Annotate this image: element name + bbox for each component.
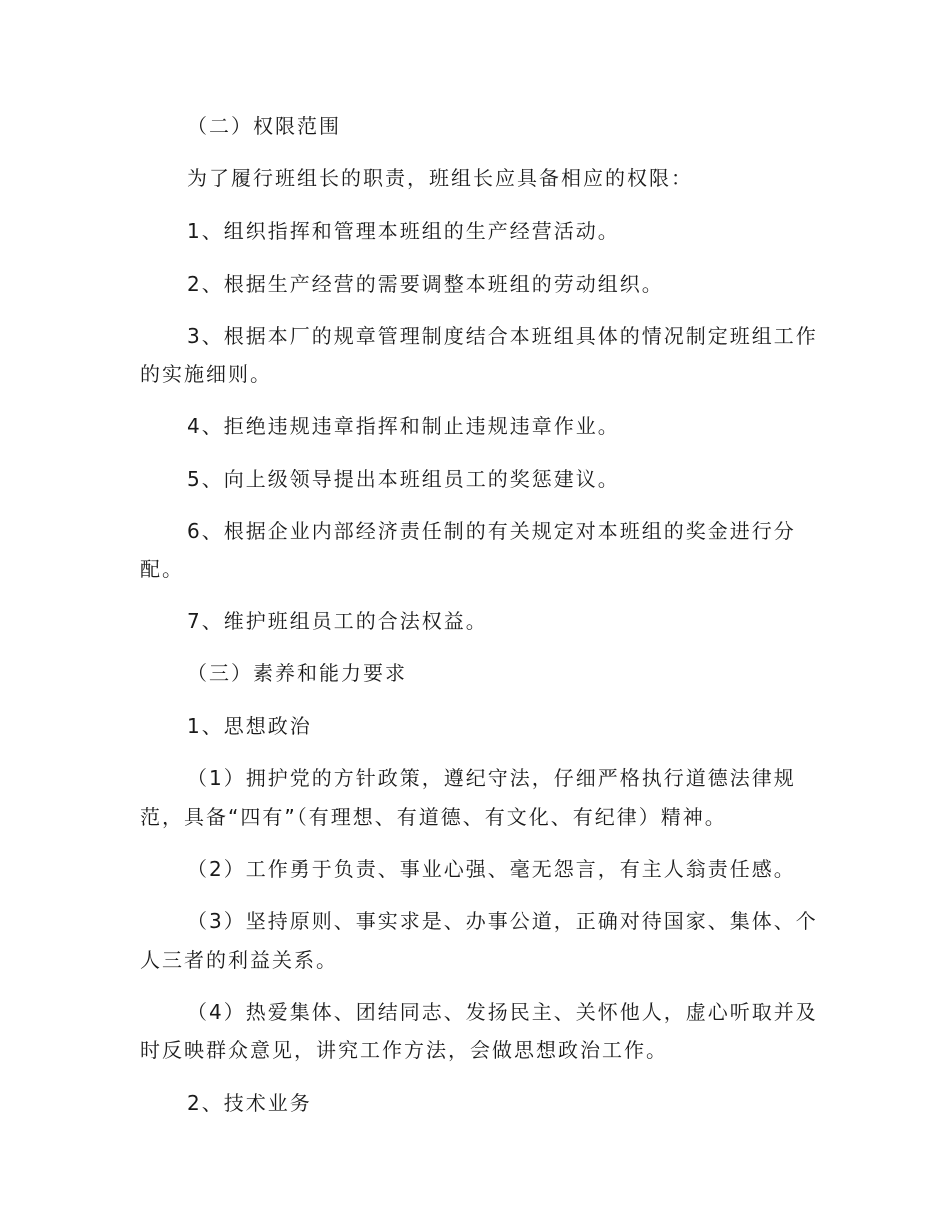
list-item: （4）热爱集体、团结同志、发扬民主、关怀他人，虚心听取并及 [187,1000,818,1024]
subsection-heading: 2、技术业务 [187,1091,312,1115]
list-item: 3、根据本厂的规章管理制度结合本班组具体的情况制定班组工作 [187,324,818,348]
list-item-continuation: 范，具备“四有”（有理想、有道德、有文化、有纪律）精神。 [140,805,727,829]
section-heading-permissions: （二）权限范围 [187,114,341,138]
subsection-heading: 1、思想政治 [187,714,312,738]
list-item: 1、组织指挥和管理本班组的生产经营活动。 [187,219,620,243]
list-item: 7、维护班组员工的合法权益。 [187,609,488,633]
section-heading-competence: （三）素养和能力要求 [187,661,407,685]
list-item-continuation: 人三者的利益关系。 [140,948,338,972]
list-item-continuation: 的实施细则。 [140,362,272,386]
list-item: （2）工作勇于负责、事业心强、毫无怨言，有主人翁责任感。 [187,857,796,881]
paragraph-line: 为了履行班组长的职责，班组长应具备相应的权限： [187,166,693,190]
list-item: 4、拒绝违规违章指挥和制止违规违章作业。 [187,414,620,438]
list-item-continuation: 时反映群众意见，讲究工作方法，会做思想政治工作。 [140,1038,668,1062]
list-item: （3）坚持原则、事实求是、办事公道，正确对待国家、集体、个 [187,909,818,933]
list-item: （1）拥护党的方针政策，遵纪守法，仔细严格执行道德法律规 [187,766,796,790]
list-item: 6、根据企业内部经济责任制的有关规定对本班组的奖金进行分 [187,519,796,543]
list-item-continuation: 配。 [140,557,184,581]
list-item: 5、向上级领导提出本班组员工的奖惩建议。 [187,467,620,491]
list-item: 2、根据生产经营的需要调整本班组的劳动组织。 [187,272,664,296]
